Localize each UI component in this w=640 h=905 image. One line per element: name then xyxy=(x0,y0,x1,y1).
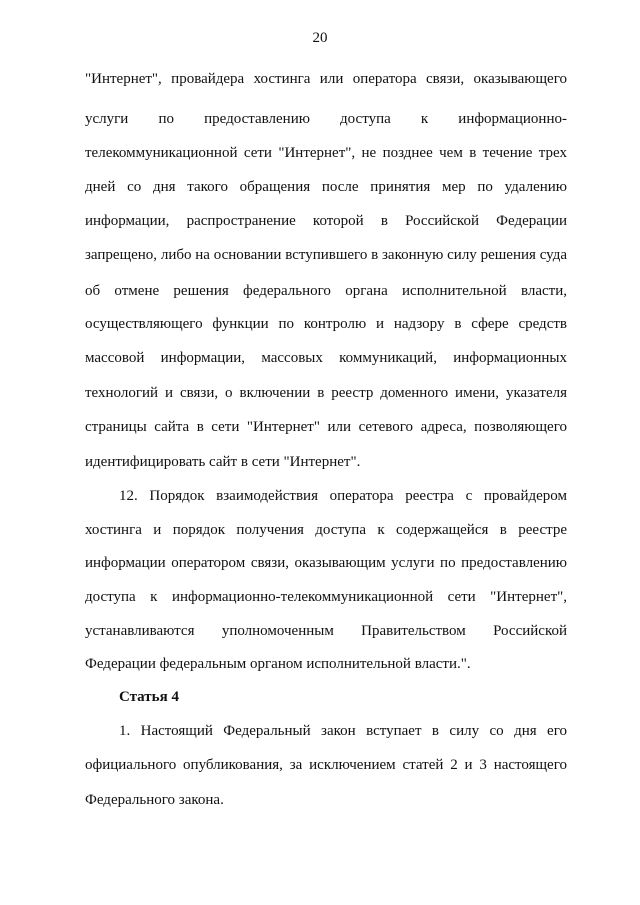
paragraph-12-first-line: 12. Порядок взаимодействия оператора реестра с провайдером xyxy=(119,488,567,504)
paragraph-line: осуществляющего функции по контролю и надзору в сфере средств xyxy=(85,316,567,332)
paragraph-line: официального опубликования, за исключением статей 2 и 3 настоящего xyxy=(85,757,567,773)
paragraph-line: технологий и связи, о включении в реестр доменного имени, указателя xyxy=(85,385,567,401)
paragraph-line: дней со дня такого обращения после принятия мер по удалению xyxy=(85,179,567,195)
paragraph-line-last: идентифицировать сайт в сети "Интернет". xyxy=(85,454,361,470)
article-4-first-line: 1. Настоящий Федеральный закон вступает в силу со дня его xyxy=(119,723,567,739)
paragraph-line-last: Федерации федеральным органом исполнительной власти.". xyxy=(85,656,471,672)
paragraph-line: массовой информации, массовых коммуникаций, информационных xyxy=(85,350,567,366)
paragraph-line: хостинга и порядок получения доступа к содержащейся в реестре xyxy=(85,522,567,538)
paragraph-line: информации оператором связи, оказывающим услуги по предоставлению xyxy=(85,555,567,571)
article-heading: Статья 4 xyxy=(119,689,179,705)
paragraph-line: об отмене решения федерального органа исполнительной власти, xyxy=(85,283,567,299)
paragraph-line: телекоммуникационной сети "Интернет", не позднее чем в течение трех xyxy=(85,145,567,161)
paragraph-line: информации, распространение которой в Российской Федерации xyxy=(85,213,567,229)
paragraph-line: услуги по предоставлению доступа к информационно- xyxy=(85,111,567,127)
page-number: 20 xyxy=(312,30,328,46)
paragraph-line: страницы сайта в сети "Интернет" или сетевого адреса, позволяющего xyxy=(85,419,567,435)
paragraph-line: "Интернет", провайдера хостинга или оператора связи, оказывающего xyxy=(85,71,567,87)
paragraph-line: устанавливаются уполномоченным Правительством Российской xyxy=(85,623,567,639)
paragraph-line-last: Федерального закона. xyxy=(85,792,224,808)
paragraph-line: доступа к информационно-телекоммуникационной сети "Интернет", xyxy=(85,589,567,605)
paragraph-line: запрещено, либо на основании вступившего в законную силу решения суда xyxy=(85,247,567,263)
